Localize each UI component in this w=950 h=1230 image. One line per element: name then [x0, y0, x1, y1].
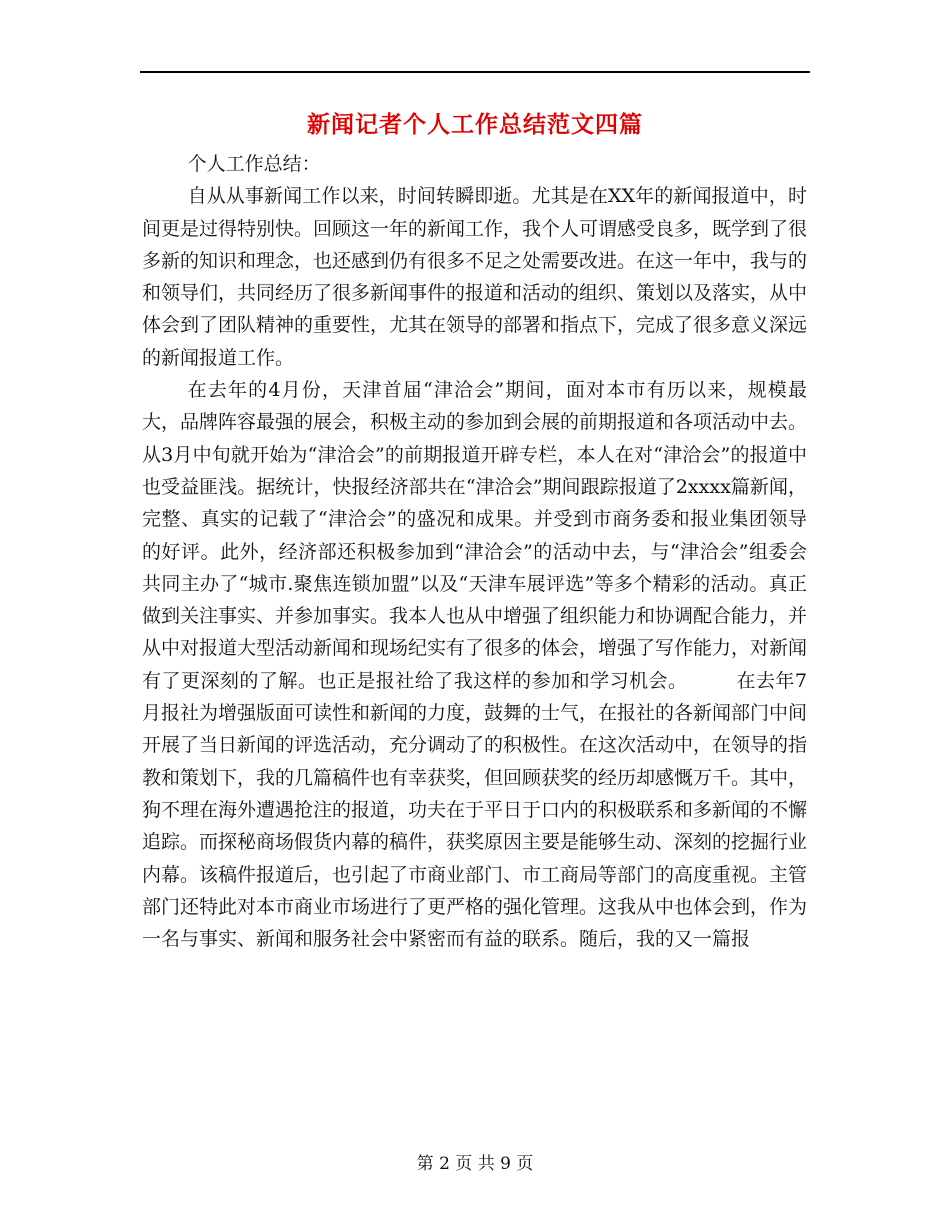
header-rule: [140, 71, 810, 73]
page-number-footer: 第 2 页 共 9 页: [416, 1154, 534, 1174]
body-paragraph-2: 在去年的4月份，天津首届“津洽会”期间，面对本市有历以来，规模最大，品牌阵容最强的展会，积极主动的参加到会展的前期报道和各项活动中去。从3月中旬就开始为“津洽会”的前期报道开辟专栏，本人在对“津洽会”的报道中也受益匪浅。据统计，快报经济部共在“津洽会”期间跟踪报道了2xxxx篇新闻，完整、真实的记载了“津洽会”的盛况和成果。并受到市商务委和报业集团领导的好评。此外，经济部还积极参加到“津洽会”的活动中去，与“津洽会”组委会共同主办了“城市.聚焦连锁加盟”以及“天津车展评选”等多个精彩的活动。真正做到关注事实、并参加事实。我本人也从中增强了组织能力和协调配合能力，并从中对报道大型活动新闻和现场纪实有了很多的体会，增强了写作能力，对新闻有了更深刻的了解。也正是报社给了我这样的参加和学习机会。 在去年7月报社为增强版面可读性和新闻的力度，鼓舞的士气，在报社的各新闻部门中间开展了当日新闻的评选活动，充分调动了的积极性。在这次活动中，在领导的指教和策划下，我的几篇稿件也有幸获奖，但回顾获奖的经历却感慨万千。其中，狗不理在海外遭遇抢注的报道，功夫在于平日于口内的积极联系和多新闻的不懈追踪。而探秘商场假货内幕的稿件，获奖原因主要是能够生动、深刻的挖掘行业内幕。该稿件报道后，也引起了市商业部门、市工商局等部门的高度重视。主管部门还特此对本市商业市场进行了更严格的强化管理。这我从中也体会到，作为一名与事实、新闻和服务社会中紧密而有益的联系。随后，我的又一篇报: [142, 379, 808, 951]
document-body: [142, 148, 807, 955]
document-title: 新闻记者个人工作总结范文四篇: [307, 111, 643, 138]
section-heading: 个人工作总结：: [187, 153, 321, 175]
body-paragraph-1: 自从从事新闻工作以来，时间转瞬即逝。尤其是在XX年的新闻报道中，时间更是过得特别快。回顾这一年的新闻工作，我个人可谓感受良多，既学到了很多新的知识和理念，也还感到仍有很多不足之处需要改进。在这一年中，我与的和领导们，共同经历了很多新闻事件的报道和活动的组织、策划以及落实，从中体会到了团队精神的重要性，尤其在领导的部署和指点下，完成了很多意义深远的新闻报道工作。: [142, 185, 808, 369]
